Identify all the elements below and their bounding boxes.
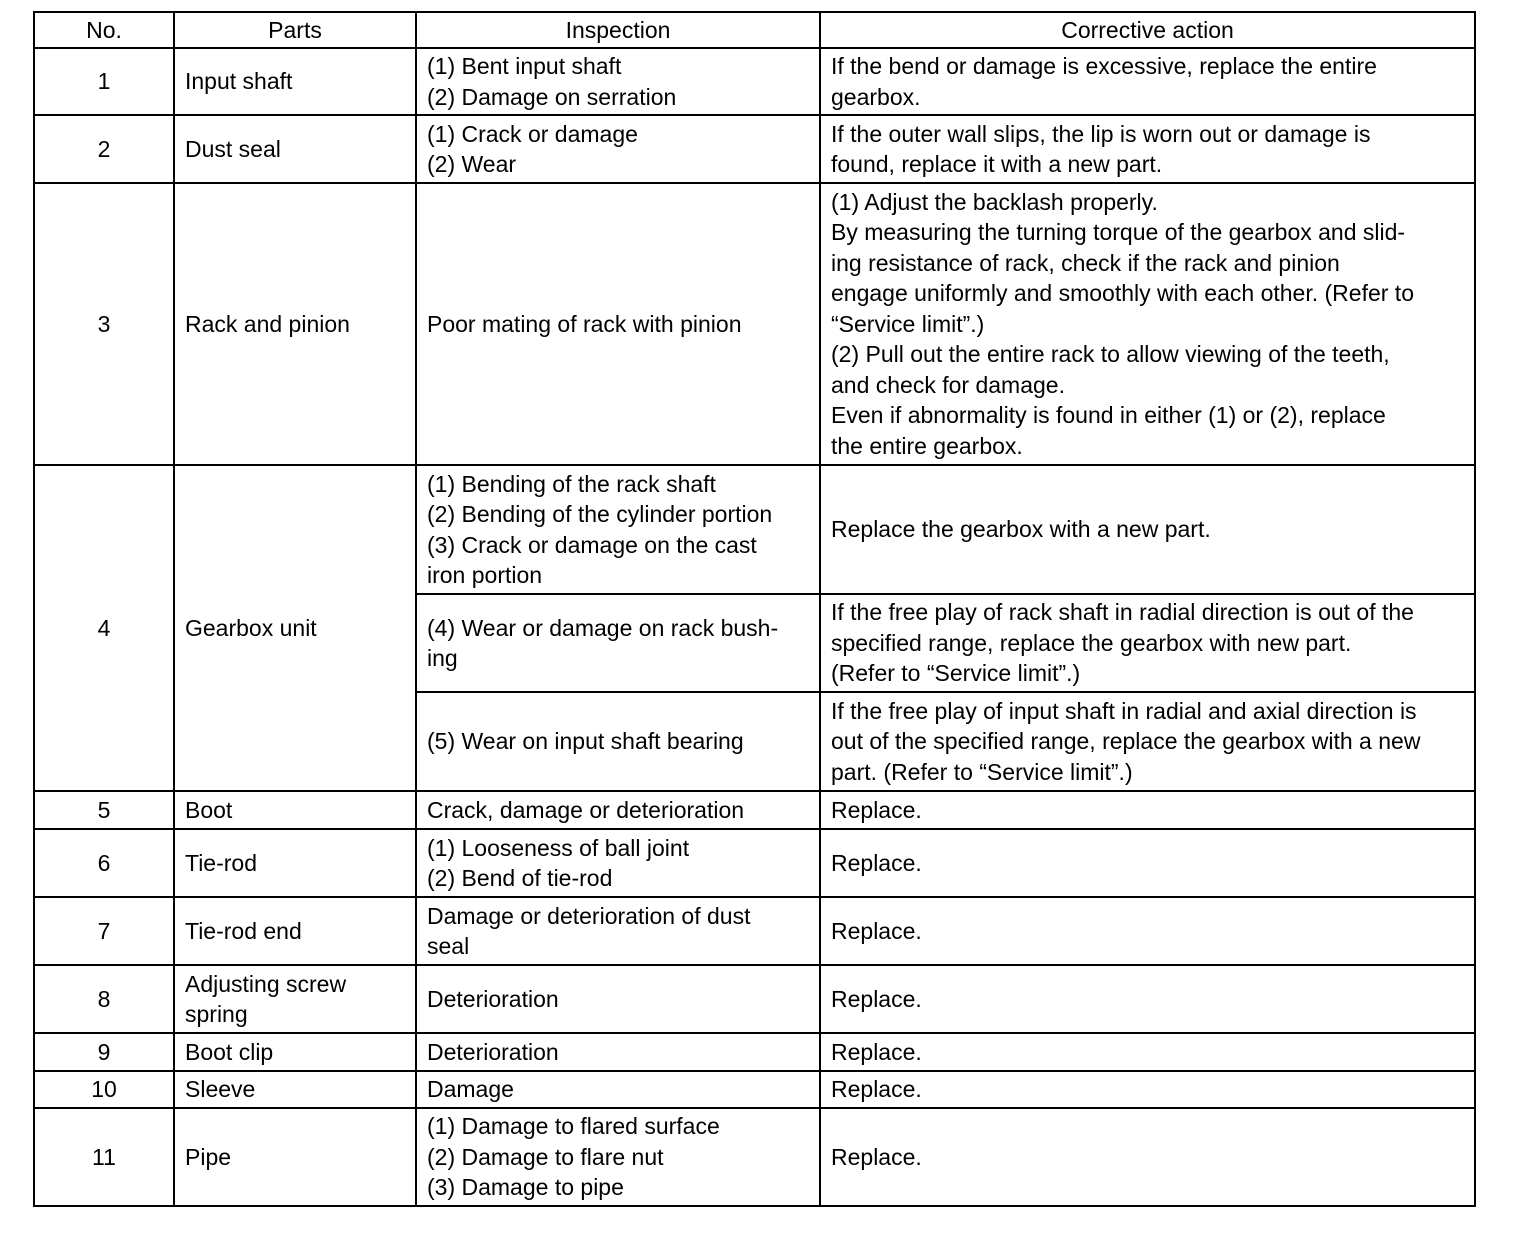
action-cell: [820, 465, 1475, 594]
action-text: gearbox.: [831, 83, 921, 110]
inspection-text: (1) Bending of the rack shaft: [427, 470, 716, 497]
table-row: [34, 1033, 1475, 1071]
row-number: 7: [34, 897, 174, 965]
row-number: 2: [34, 115, 174, 183]
action-text: Replace.: [831, 796, 922, 823]
action-text: Replace.: [831, 1076, 922, 1103]
row-number: 3: [34, 183, 174, 465]
inspection-text: Deterioration: [427, 985, 559, 1012]
table-row: [34, 465, 1475, 594]
inspection-table: [33, 11, 1476, 1207]
action-text: (1) Adjust the backlash properly.: [831, 188, 1158, 215]
part-cell: [174, 1071, 416, 1108]
part-text: Boot: [185, 796, 233, 823]
inspection-text: (1) Looseness of ball joint: [427, 834, 690, 861]
table-row: [34, 183, 1475, 465]
action-text: By measuring the turning torque of the gearbox and slid-: [831, 219, 1406, 246]
part-text: Rack and pinion: [185, 310, 350, 337]
header-no: No.: [34, 12, 174, 48]
action-text: part. (Refer to “Service limit”.): [831, 758, 1133, 785]
inspection-text: (1) Bent input shaft: [427, 53, 622, 79]
part-text: Pipe: [185, 1143, 232, 1170]
inspection-text: (2) Damage on serration: [427, 83, 677, 110]
part-text: Sleeve: [185, 1076, 256, 1103]
action-text: the entire gearbox.: [831, 432, 1023, 459]
inspection-text: (2) Wear: [427, 151, 517, 177]
action-text: (Refer to “Service limit”.): [831, 660, 1081, 687]
action-text: Replace.: [831, 985, 922, 1012]
inspection-text: (1) Damage to flared surface: [427, 1113, 720, 1140]
action-text: Even if abnormality is found in either (1) or (2), replace: [831, 402, 1386, 429]
action-cell: [820, 829, 1475, 897]
row-number: 1: [34, 48, 174, 115]
inspection-cell: [416, 594, 820, 692]
part-cell: [174, 965, 416, 1033]
inspection-text: (3) Crack or damage on the cast: [427, 531, 757, 558]
action-cell: [820, 183, 1475, 465]
inspection-cell: [416, 183, 820, 465]
row-number: 4: [34, 465, 174, 791]
inspection-cell: [416, 965, 820, 1033]
row-number: 10: [34, 1071, 174, 1108]
part-cell: [174, 829, 416, 897]
row-number: 11: [34, 1108, 174, 1206]
part-cell: [174, 897, 416, 965]
action-text: ing resistance of rack, check if the rack and pinion: [831, 249, 1340, 276]
action-text: (2) Pull out the entire rack to allow viewing of the teeth,: [831, 341, 1390, 368]
action-text: Replace.: [831, 849, 922, 876]
action-cell: [820, 594, 1475, 692]
inspection-text: (3) Damage to pipe: [427, 1174, 624, 1201]
inspection-text: Poor mating of rack with pinion: [427, 310, 742, 337]
row-number: 9: [34, 1033, 174, 1071]
action-text: Replace.: [831, 1038, 922, 1065]
inspection-cell: [416, 465, 820, 594]
inspection-text: seal: [427, 933, 470, 959]
inspection-text: (4) Wear or damage on rack bush-: [427, 614, 779, 641]
inspection-text: (5) Wear on input shaft bearing: [427, 728, 744, 755]
inspection-cell: [416, 1108, 820, 1206]
inspection-cell: [416, 48, 820, 115]
part-cell: [174, 183, 416, 465]
action-text: and check for damage.: [831, 371, 1065, 398]
part-cell: [174, 1033, 416, 1071]
action-text: If the free play of input shaft in radial and axial direction is: [831, 697, 1417, 724]
inspection-text: ing: [427, 645, 458, 671]
header-corrective-action: Corrective action: [820, 12, 1475, 48]
action-cell: [820, 692, 1475, 791]
part-text: Adjusting screw: [185, 970, 347, 997]
action-cell: [820, 48, 1475, 115]
action-text: specified range, replace the gearbox with new part.: [831, 629, 1352, 656]
row-number: 6: [34, 829, 174, 897]
header-row: [34, 12, 1475, 48]
inspection-cell: [416, 829, 820, 897]
action-text: Replace.: [831, 917, 922, 944]
table-row: [34, 965, 1475, 1033]
inspection-text: (2) Damage to flare nut: [427, 1143, 664, 1170]
inspection-text: iron portion: [427, 562, 543, 588]
part-cell: [174, 1108, 416, 1206]
action-cell: [820, 965, 1475, 1033]
action-cell: [820, 1033, 1475, 1071]
action-text: out of the specified range, replace the gearbox with a new: [831, 728, 1421, 755]
header-inspection: Inspection: [416, 12, 820, 48]
inspection-text: Damage or deterioration of dust: [427, 902, 751, 929]
inspection-cell: [416, 115, 820, 183]
table-row: [34, 829, 1475, 897]
action-text: found, replace it with a new part.: [831, 151, 1163, 177]
inspection-text: Damage: [427, 1076, 514, 1103]
action-cell: [820, 1108, 1475, 1206]
table-row: [34, 791, 1475, 829]
table-row: [34, 1071, 1475, 1108]
inspection-cell: [416, 1033, 820, 1071]
action-cell: [820, 791, 1475, 829]
part-cell: [174, 465, 416, 791]
action-text: Replace.: [831, 1143, 922, 1170]
table-row: [34, 1108, 1475, 1206]
action-text: If the free play of rack shaft in radial direction is out of the: [831, 599, 1414, 626]
part-text: Boot clip: [185, 1038, 274, 1065]
part-cell: [174, 115, 416, 183]
table-row: [34, 48, 1475, 115]
part-text: Dust seal: [185, 135, 281, 162]
inspection-text: Crack, damage or deterioration: [427, 796, 745, 823]
inspection-cell: [416, 897, 820, 965]
action-text: Replace the gearbox with a new part.: [831, 516, 1211, 543]
part-text: Tie-rod: [185, 849, 257, 876]
inspection-text: Deterioration: [427, 1038, 559, 1065]
part-cell: [174, 48, 416, 115]
part-cell: [174, 791, 416, 829]
inspection-cell: [416, 692, 820, 791]
part-text: Input shaft: [185, 68, 293, 95]
inspection-text: (2) Bending of the cylinder portion: [427, 501, 773, 527]
inspection-text: (2) Bend of tie-rod: [427, 865, 613, 891]
inspection-cell: [416, 1071, 820, 1108]
action-cell: [820, 1071, 1475, 1108]
part-text: spring: [185, 1001, 248, 1027]
action-cell: [820, 115, 1475, 183]
row-number: 8: [34, 965, 174, 1033]
action-cell: [820, 897, 1475, 965]
action-text: “Service limit”.): [831, 310, 985, 337]
table-row: [34, 897, 1475, 965]
action-text: If the bend or damage is excessive, replace the entire: [831, 53, 1377, 79]
part-text: Gearbox unit: [185, 614, 317, 641]
header-parts: Parts: [174, 12, 416, 48]
action-text: engage uniformly and smoothly with each other. (Refer to: [831, 280, 1414, 307]
table-row: [34, 115, 1475, 183]
part-text: Tie-rod end: [185, 917, 302, 944]
action-text: If the outer wall slips, the lip is worn out or damage is: [831, 120, 1371, 147]
inspection-cell: [416, 791, 820, 829]
inspection-text: (1) Crack or damage: [427, 120, 638, 147]
row-number: 5: [34, 791, 174, 829]
